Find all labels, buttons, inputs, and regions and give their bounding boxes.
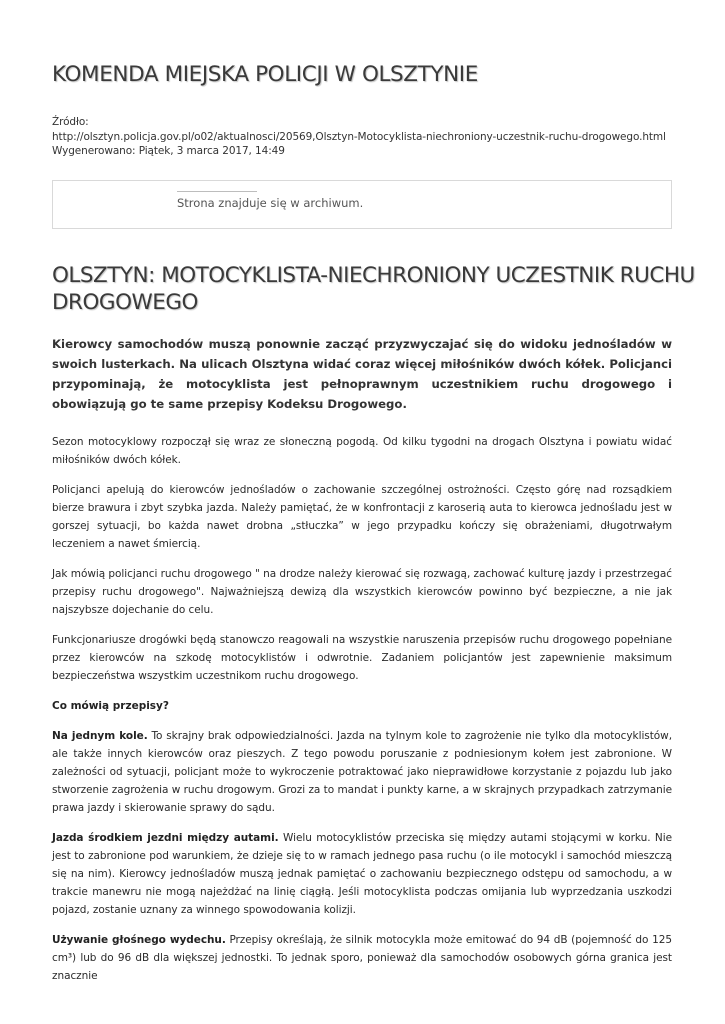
article-body — [52, 334, 672, 997]
rule-loud-exhaust-text: Przepisy określają, że silnik motocykla może emitować do 94 dB (pojemność do 125 cm³) lub do 96 dB dla większej jednostki. To jednak sporo, ponieważ dla samochodów osobowych górna granica jest znacznie — [52, 934, 672, 982]
paragraph-1: Sezon motocyklowy rozpoczął się wraz ze słoneczną pogodą. Od kilku tygodni na drogach Olsztyna i powiatu widać miłośników dwóch kółek. — [52, 436, 672, 466]
archive-notice-box — [52, 180, 672, 229]
paragraph-3: Jak mówią policjanci ruchu drogowego " na drodze należy kierować się rozwagą, zachować kulturę jazdy i przestrzegać przepisy ruchu drogowego". Najważniejszą dewizą dla wszystkich kierowców powinno być bezpieczne, a nie jak najszybsze dojechanie do celu. — [52, 568, 672, 616]
rule-lane-splitting-text: Wielu motocyklistów przeciska się między autami stojącymi w korku. Nie jest to zabronione pod warunkiem, że dzieje się to w ramach jednego pasa ruchu (o ile motocykl i samochód mieszczą się na nim). Kierowcy jednośladów muszą jednak pamiętać o zachowaniu bezpiecznego odstępu od samochodu, a w trakcie manewru nie mogą najeżdżać na linię ciągłą. Jeśli motocyklista podczas omijania lub wyprzedzania uszkodzi pojazd, zostanie uznany za winnego spowodowania kolizji. — [52, 832, 672, 916]
section-heading: Co mówią przepisy? — [52, 700, 169, 712]
archive-notice: Strona znajduje się w archiwum. — [177, 196, 364, 210]
paragraph-4: Funkcjonariusze drogówki będą stanowczo reagowali na wszystkie naruszenia przepisów ruchu drogowego popełniane przez kierowców na szkodę motocyklistów i odwrotnie. Zadaniem policjantów jest zapewnienie maksimum bezpieczeństwa wszystkim uczestnikom ruchu drogowego. — [52, 634, 672, 682]
generated-date: Wygenerowano: Piątek, 3 marca 2017, 14:49 — [52, 145, 285, 157]
rule-lane-splitting — [52, 829, 672, 919]
site-title: KOMENDA MIEJSKA POLICJI W OLSZTYNIE — [52, 62, 478, 87]
rule-loud-exhaust-title: Używanie głośnego wydechu. — [52, 934, 226, 946]
archive-divider — [177, 191, 257, 192]
source-url[interactable]: http://olsztyn.policja.gov.pl/o02/aktualnosci/20569,Olsztyn-Motocyklista-niechroniony-uczestnik-ruchu-drogowego.html — [52, 130, 666, 143]
article-title-line-2: DROGOWEGO — [52, 290, 198, 315]
document-meta — [52, 115, 677, 159]
paragraph-2: Policjanci apelują do kierowców jednośladów o zachowanie szczególnej ostrożności. Często górę nad rozsądkiem bierze brawura i zbyt szybka jazda. Należy pamiętać, że w konfrontacji z karoserią auta to kierowca jednośladu jest w gorszej sytuacji, bo każda nawet drobna „stłuczka” w jego przypadku kończy się obrażeniami, długotrwałym leczeniem a nawet śmiercią. — [52, 484, 672, 550]
article-lead: Kierowcy samochodów muszą ponownie zacząć przyzwyczajać się do widoku jednośladów w swoich lusterkach. Na ulicach Olsztyna widać coraz więcej miłośników dwóch kółek. Policjanci przypominają, że motocyklista jest pełnoprawnym uczestnikiem ruchu drogowego i obowiązują go te same przepisy Kodeksu Drogowego. — [52, 337, 672, 411]
rule-one-wheel — [52, 727, 672, 817]
rule-loud-exhaust — [52, 931, 672, 985]
article-title-line-1: OLSZTYN: MOTOCYKLISTA-NIECHRONIONY UCZESTNIK RUCHU — [52, 263, 695, 288]
rule-one-wheel-title: Na jednym kole. — [52, 730, 148, 742]
rule-lane-splitting-title: Jazda środkiem jezdni między autami. — [52, 832, 279, 844]
rule-one-wheel-text: To skrajny brak odpowiedzialności. Jazda na tylnym kole to zagrożenie nie tylko dla motocyklistów, ale także innych kierowców oraz pieszych. Z tego powodu poruszanie z podniesionym kołem jest zabronione. W zależności od sytuacji, policjant może to wykroczenie potraktować jako nieprawidłowe korzystanie z pojazdu lub jako stworzenie zagrożenia w ruchu drogowym. Grozi za to mandat i punkty karne, a w skrajnych przypadkach zatrzymanie prawa jazdy i skierowanie sprawy do sądu. — [52, 730, 672, 814]
source-label: Źródło: — [52, 116, 89, 128]
article-title — [52, 262, 695, 316]
